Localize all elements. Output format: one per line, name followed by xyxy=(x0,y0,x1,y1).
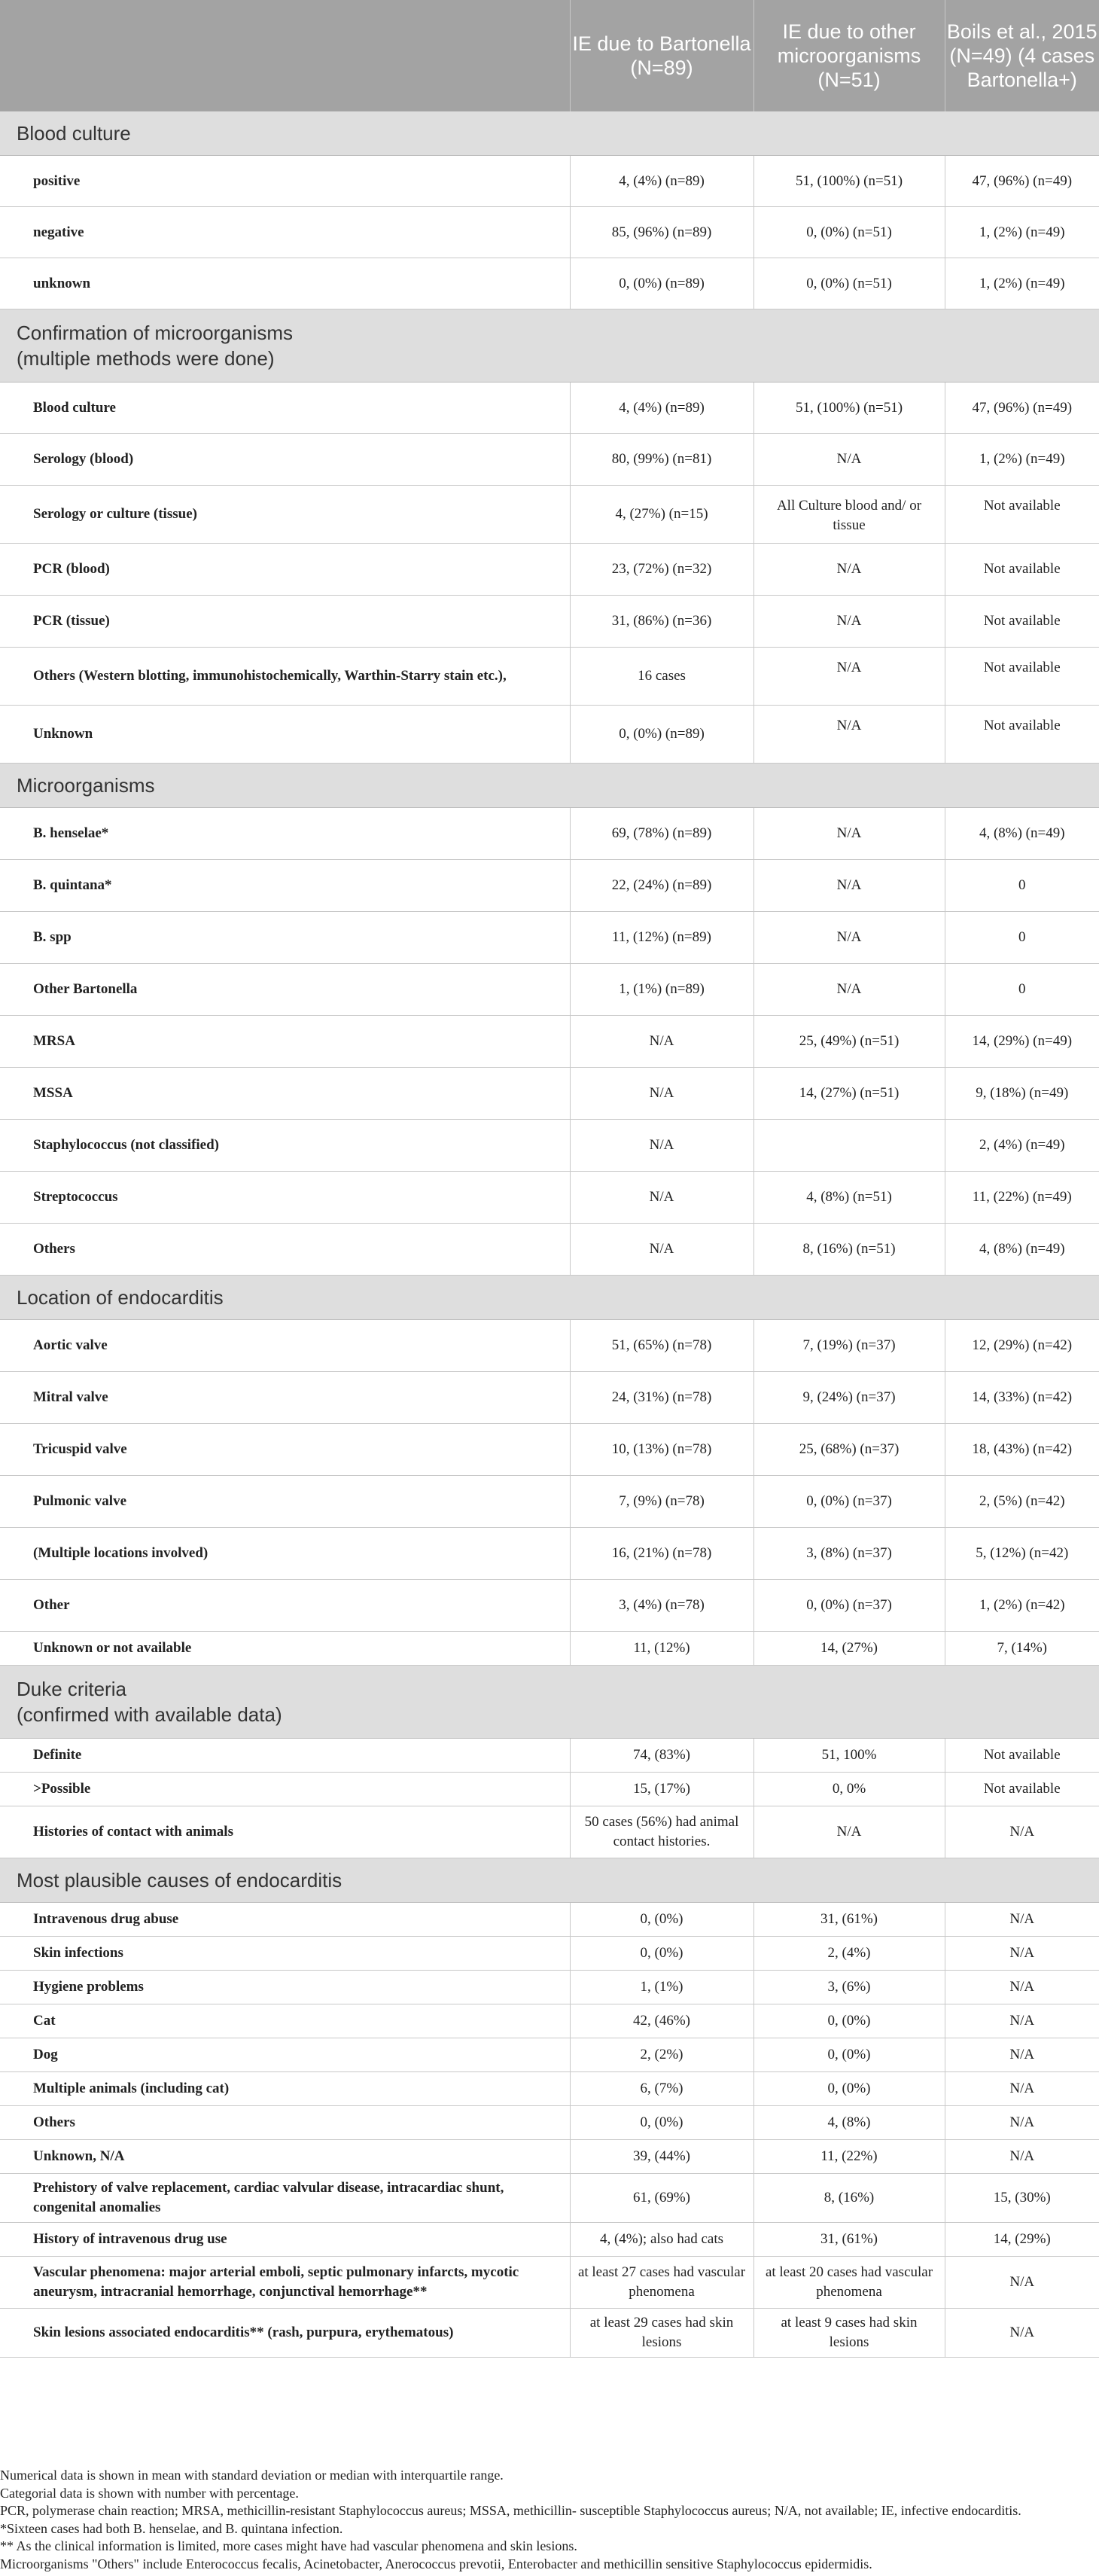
table-row xyxy=(0,1224,1099,1276)
cell-other: N/A xyxy=(753,912,945,964)
cell-boils: Not available xyxy=(945,1739,1099,1773)
table-row xyxy=(0,2257,1099,2309)
table-row xyxy=(0,1016,1099,1068)
cell-bartonella: at least 27 cases had vascular phenomena xyxy=(570,2257,753,2309)
section-header xyxy=(0,309,1099,383)
table-row xyxy=(0,912,1099,964)
row-label: Staphylococcus (not classified) xyxy=(0,1120,570,1172)
table-row xyxy=(0,964,1099,1016)
table-row xyxy=(0,1739,1099,1773)
table-row xyxy=(0,1528,1099,1580)
cell-bartonella: 23, (72%) (n=32) xyxy=(570,544,753,596)
cell-other: 4, (8%) (n=51) xyxy=(753,1172,945,1224)
table-row xyxy=(0,2038,1099,2072)
cell-other: 8, (16%) (n=51) xyxy=(753,1224,945,1276)
table-row xyxy=(0,1903,1099,1937)
cell-other: 31, (61%) xyxy=(753,2223,945,2257)
cell-boils: 0 xyxy=(945,964,1099,1016)
row-label: Mitral valve xyxy=(0,1372,570,1424)
cell-bartonella: N/A xyxy=(570,1068,753,1120)
cell-boils: N/A xyxy=(945,1903,1099,1937)
cell-bartonella: 0, (0%) xyxy=(570,1937,753,1971)
cell-other: 25, (68%) (n=37) xyxy=(753,1424,945,1476)
cell-bartonella: N/A xyxy=(570,1016,753,1068)
row-label: History of intravenous drug use xyxy=(0,2223,570,2257)
table-row xyxy=(0,1580,1099,1632)
row-label: Histories of contact with animals xyxy=(0,1806,570,1858)
table-row xyxy=(0,1172,1099,1224)
cell-bartonella: 39, (44%) xyxy=(570,2140,753,2174)
table-row xyxy=(0,1476,1099,1528)
cell-boils: Not available xyxy=(945,596,1099,648)
row-label: Unknown or not available xyxy=(0,1632,570,1666)
cell-other: 0, (0%) (n=37) xyxy=(753,1580,945,1632)
cell-boils: Not available xyxy=(945,706,1099,764)
row-label: Streptococcus xyxy=(0,1172,570,1224)
cell-bartonella: 11, (12%) xyxy=(570,1632,753,1666)
row-label: Pulmonic valve xyxy=(0,1476,570,1528)
cell-bartonella: 16, (21%) (n=78) xyxy=(570,1528,753,1580)
table-row xyxy=(0,596,1099,648)
cell-other: N/A xyxy=(753,544,945,596)
table-row xyxy=(0,648,1099,706)
cell-bartonella: 22, (24%) (n=89) xyxy=(570,860,753,912)
row-label: positive xyxy=(0,156,570,207)
cell-boils: N/A xyxy=(945,1806,1099,1858)
table-row xyxy=(0,258,1099,309)
cell-other: 14, (27%) xyxy=(753,1632,945,1666)
cell-other: 2, (4%) xyxy=(753,1937,945,1971)
cell-bartonella: 4, (4%) (n=89) xyxy=(570,156,753,207)
cell-boils: N/A xyxy=(945,2257,1099,2309)
cell-other: 51, (100%) (n=51) xyxy=(753,383,945,434)
section-header xyxy=(0,1276,1099,1320)
cell-boils: 11, (22%) (n=49) xyxy=(945,1172,1099,1224)
row-label: Skin infections xyxy=(0,1937,570,1971)
table-row xyxy=(0,434,1099,486)
cell-bartonella: 0, (0%) (n=89) xyxy=(570,258,753,309)
footnote: Numerical data is shown in mean with standard deviation or median with interquartile range. xyxy=(0,2468,504,2483)
cell-other: All Culture blood and/ or tissue xyxy=(753,486,945,544)
cell-other: 7, (19%) (n=37) xyxy=(753,1320,945,1372)
cell-bartonella: 11, (12%) (n=89) xyxy=(570,912,753,964)
cell-other: N/A xyxy=(753,964,945,1016)
cell-bartonella: N/A xyxy=(570,1224,753,1276)
section-header xyxy=(0,764,1099,808)
header-col-boils: Boils et al., 2015 (N=49) (4 cases Bartonella+) xyxy=(945,0,1099,111)
cell-bartonella: 31, (86%) (n=36) xyxy=(570,596,753,648)
section-header xyxy=(0,1666,1099,1739)
cell-bartonella: 0, (0%) (n=89) xyxy=(570,706,753,764)
cell-boils: N/A xyxy=(945,2072,1099,2106)
cell-bartonella: N/A xyxy=(570,1120,753,1172)
footnote: PCR, polymerase chain reaction; MRSA, methicillin-resistant Staphylococcus aureus; MSSA, methicillin- susceptible Staphylococcus aureus; N/A, not available; IE, infective endocarditis. xyxy=(0,2503,1021,2518)
cell-boils: N/A xyxy=(945,2004,1099,2038)
table-row xyxy=(0,1806,1099,1858)
cell-boils: N/A xyxy=(945,2038,1099,2072)
row-label: Unknown xyxy=(0,706,570,764)
cell-boils: 7, (14%) xyxy=(945,1632,1099,1666)
row-label: >Possible xyxy=(0,1773,570,1806)
row-label: Multiple animals (including cat) xyxy=(0,2072,570,2106)
cell-boils: 14, (29%) (n=49) xyxy=(945,1016,1099,1068)
cell-other: N/A xyxy=(753,1806,945,1858)
cell-bartonella: 85, (96%) (n=89) xyxy=(570,207,753,258)
cell-boils: 5, (12%) (n=42) xyxy=(945,1528,1099,1580)
cell-other: 0, (0%) (n=51) xyxy=(753,207,945,258)
table-row xyxy=(0,2174,1099,2223)
header-col-label xyxy=(0,0,570,111)
row-label: PCR (blood) xyxy=(0,544,570,596)
cell-boils: N/A xyxy=(945,2106,1099,2140)
row-label: Hygiene problems xyxy=(0,1971,570,2004)
cell-boils: 4, (8%) (n=49) xyxy=(945,1224,1099,1276)
table-header-row xyxy=(0,0,1099,111)
cell-other: 14, (27%) (n=51) xyxy=(753,1068,945,1120)
cell-bartonella: 15, (17%) xyxy=(570,1773,753,1806)
cell-bartonella: 3, (4%) (n=78) xyxy=(570,1580,753,1632)
cell-other: 9, (24%) (n=37) xyxy=(753,1372,945,1424)
cell-boils: 47, (96%) (n=49) xyxy=(945,156,1099,207)
table-row xyxy=(0,544,1099,596)
footnotes xyxy=(0,2467,1099,2573)
section-header xyxy=(0,111,1099,156)
cell-other: N/A xyxy=(753,434,945,486)
row-label: Definite xyxy=(0,1739,570,1773)
cell-other: N/A xyxy=(753,596,945,648)
row-label: B. quintana* xyxy=(0,860,570,912)
cell-boils: 0 xyxy=(945,860,1099,912)
cell-bartonella: 1, (1%) (n=89) xyxy=(570,964,753,1016)
cell-other: 0, 0% xyxy=(753,1773,945,1806)
row-label: Aortic valve xyxy=(0,1320,570,1372)
row-label: Blood culture xyxy=(0,383,570,434)
section-title: Duke criteria (confirmed with available data) xyxy=(0,1666,1099,1739)
header-col-bartonella: IE due to Bartonella (N=89) xyxy=(570,0,753,111)
table-row xyxy=(0,2140,1099,2174)
cell-bartonella: 24, (31%) (n=78) xyxy=(570,1372,753,1424)
row-label: MRSA xyxy=(0,1016,570,1068)
table-row xyxy=(0,1937,1099,1971)
row-label: Serology (blood) xyxy=(0,434,570,486)
row-label: unknown xyxy=(0,258,570,309)
cell-boils: 47, (96%) (n=49) xyxy=(945,383,1099,434)
cell-boils: N/A xyxy=(945,1937,1099,1971)
footnote: Categorial data is shown with number with percentage. xyxy=(0,2485,299,2501)
section-title: Most plausible causes of endocarditis xyxy=(0,1858,1099,1903)
cell-other: 0, (0%) xyxy=(753,2004,945,2038)
table-row xyxy=(0,207,1099,258)
cell-boils: N/A xyxy=(945,1971,1099,2004)
row-label: Prehistory of valve replacement, cardiac valvular disease, intracardiac shunt, congenital anomalies xyxy=(0,2174,570,2223)
row-label: Other xyxy=(0,1580,570,1632)
row-label: Others xyxy=(0,1224,570,1276)
cell-other: N/A xyxy=(753,860,945,912)
row-label: Unknown, N/A xyxy=(0,2140,570,2174)
cell-other: 31, (61%) xyxy=(753,1903,945,1937)
row-label: Skin lesions associated endocarditis** (rash, purpura, erythematous) xyxy=(0,2309,570,2358)
table-row xyxy=(0,383,1099,434)
cell-boils: 0 xyxy=(945,912,1099,964)
cell-other: at least 9 cases had skin lesions xyxy=(753,2309,945,2358)
footnote: Microorganisms "Others" include Enterococcus fecalis, Acinetobacter, Anerococcus prevotii, Enterobacter and methicillin sensitive Staphylococcus epidermidis. xyxy=(0,2556,872,2571)
table-row xyxy=(0,1773,1099,1806)
table-row xyxy=(0,2004,1099,2038)
cell-bartonella: 42, (46%) xyxy=(570,2004,753,2038)
cell-boils: 1, (2%) (n=42) xyxy=(945,1580,1099,1632)
footnote: *Sixteen cases had both B. henselae, and B. quintana infection. xyxy=(0,2520,343,2536)
cell-bartonella: 4, (4%) (n=89) xyxy=(570,383,753,434)
cell-bartonella: 2, (2%) xyxy=(570,2038,753,2072)
cell-other: 51, 100% xyxy=(753,1739,945,1773)
row-label: Intravenous drug abuse xyxy=(0,1903,570,1937)
row-label: Tricuspid valve xyxy=(0,1424,570,1476)
cell-boils: 1, (2%) (n=49) xyxy=(945,258,1099,309)
cell-bartonella: 16 cases xyxy=(570,648,753,706)
footnote: ** As the clinical information is limited, more cases might have had vascular phenomena and skin lesions. xyxy=(0,2538,577,2553)
row-label: negative xyxy=(0,207,570,258)
cell-boils: Not available xyxy=(945,544,1099,596)
cell-bartonella: 4, (27%) (n=15) xyxy=(570,486,753,544)
cell-other: 4, (8%) xyxy=(753,2106,945,2140)
table-row xyxy=(0,706,1099,764)
cell-boils: 14, (33%) (n=42) xyxy=(945,1372,1099,1424)
table-row xyxy=(0,1120,1099,1172)
cell-bartonella: 0, (0%) xyxy=(570,1903,753,1937)
cell-bartonella: 10, (13%) (n=78) xyxy=(570,1424,753,1476)
cell-bartonella: 69, (78%) (n=89) xyxy=(570,808,753,860)
table-row xyxy=(0,1068,1099,1120)
cell-boils: 12, (29%) (n=42) xyxy=(945,1320,1099,1372)
row-label: MSSA xyxy=(0,1068,570,1120)
table-row xyxy=(0,2309,1099,2358)
table-row xyxy=(0,808,1099,860)
row-label: Other Bartonella xyxy=(0,964,570,1016)
cell-bartonella: 80, (99%) (n=81) xyxy=(570,434,753,486)
cell-boils: 2, (5%) (n=42) xyxy=(945,1476,1099,1528)
cell-boils: Not available xyxy=(945,486,1099,544)
cell-bartonella: 74, (83%) xyxy=(570,1739,753,1773)
row-label: B. henselae* xyxy=(0,808,570,860)
row-label: PCR (tissue) xyxy=(0,596,570,648)
cell-bartonella: N/A xyxy=(570,1172,753,1224)
table-row xyxy=(0,1320,1099,1372)
cell-other: 51, (100%) (n=51) xyxy=(753,156,945,207)
row-label: (Multiple locations involved) xyxy=(0,1528,570,1580)
table-row xyxy=(0,860,1099,912)
cell-boils: N/A xyxy=(945,2309,1099,2358)
table-row xyxy=(0,2223,1099,2257)
cell-boils: N/A xyxy=(945,2140,1099,2174)
cell-bartonella: 7, (9%) (n=78) xyxy=(570,1476,753,1528)
table-row xyxy=(0,1971,1099,2004)
cell-other: 0, (0%) xyxy=(753,2038,945,2072)
header-col-other: IE due to other microorganisms (N=51) xyxy=(753,0,945,111)
table-row xyxy=(0,1632,1099,1666)
cell-other xyxy=(753,1120,945,1172)
cell-other: 11, (22%) xyxy=(753,2140,945,2174)
cell-bartonella: 6, (7%) xyxy=(570,2072,753,2106)
cell-bartonella: 50 cases (56%) had animal contact histories. xyxy=(570,1806,753,1858)
cell-boils: 1, (2%) (n=49) xyxy=(945,434,1099,486)
cell-boils: 9, (18%) (n=49) xyxy=(945,1068,1099,1120)
cell-other: N/A xyxy=(753,808,945,860)
cell-bartonella: 51, (65%) (n=78) xyxy=(570,1320,753,1372)
row-label: Others xyxy=(0,2106,570,2140)
cell-other: 3, (6%) xyxy=(753,1971,945,2004)
section-title: Microorganisms xyxy=(0,764,1099,808)
row-label: Others (Western blotting, immunohistochemically, Warthin-Starry stain etc.), xyxy=(0,648,570,706)
cell-other: at least 20 cases had vascular phenomena xyxy=(753,2257,945,2309)
cell-bartonella: at least 29 cases had skin lesions xyxy=(570,2309,753,2358)
table-row xyxy=(0,486,1099,544)
row-label: Vascular phenomena: major arterial emboli, septic pulmonary infarcts, mycotic aneurysm, intracranial hemorrhage, conjunctival hemorrhage** xyxy=(0,2257,570,2309)
cell-boils: 15, (30%) xyxy=(945,2174,1099,2223)
cell-bartonella: 61, (69%) xyxy=(570,2174,753,2223)
table-row xyxy=(0,156,1099,207)
cell-other: 0, (0%) xyxy=(753,2072,945,2106)
table-row xyxy=(0,2106,1099,2140)
section-title: Location of endocarditis xyxy=(0,1276,1099,1320)
row-label: B. spp xyxy=(0,912,570,964)
cell-boils: 4, (8%) (n=49) xyxy=(945,808,1099,860)
section-title: Confirmation of microorganisms (multiple methods were done) xyxy=(0,309,1099,383)
cell-boils: 1, (2%) (n=49) xyxy=(945,207,1099,258)
cell-other: 0, (0%) (n=51) xyxy=(753,258,945,309)
section-header xyxy=(0,1858,1099,1903)
cell-other: N/A xyxy=(753,706,945,764)
cell-bartonella: 1, (1%) xyxy=(570,1971,753,2004)
table-row xyxy=(0,1424,1099,1476)
table-row xyxy=(0,2072,1099,2106)
section-title: Blood culture xyxy=(0,111,1099,156)
row-label: Dog xyxy=(0,2038,570,2072)
cell-boils: 14, (29%) xyxy=(945,2223,1099,2257)
cell-other: 25, (49%) (n=51) xyxy=(753,1016,945,1068)
cell-other: N/A xyxy=(753,648,945,706)
cell-boils: 18, (43%) (n=42) xyxy=(945,1424,1099,1476)
row-label: Serology or culture (tissue) xyxy=(0,486,570,544)
cell-other: 0, (0%) (n=37) xyxy=(753,1476,945,1528)
table-row xyxy=(0,1372,1099,1424)
cell-boils: Not available xyxy=(945,648,1099,706)
cell-bartonella: 0, (0%) xyxy=(570,2106,753,2140)
row-label: Cat xyxy=(0,2004,570,2038)
cell-bartonella: 4, (4%); also had cats xyxy=(570,2223,753,2257)
cell-other: 3, (8%) (n=37) xyxy=(753,1528,945,1580)
cell-boils: Not available xyxy=(945,1773,1099,1806)
cell-boils: 2, (4%) (n=49) xyxy=(945,1120,1099,1172)
cell-other: 8, (16%) xyxy=(753,2174,945,2223)
